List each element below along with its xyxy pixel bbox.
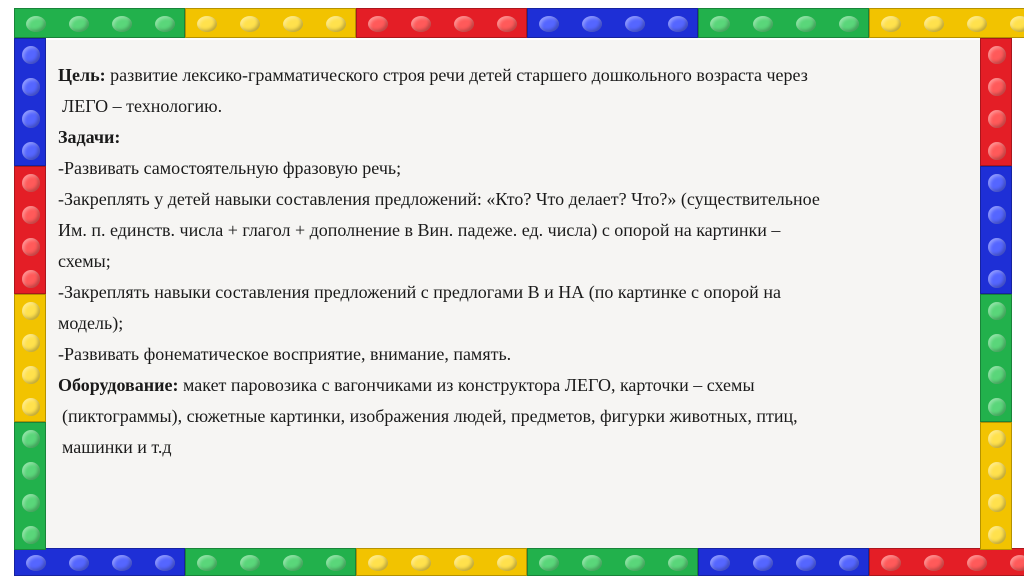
lego-brick: [14, 548, 185, 576]
lego-brick: [14, 38, 46, 166]
equipment-text: макет паровозика с вагончиками из конструктора ЛЕГО, карточки – схемы: [178, 375, 755, 395]
lego-stud: [22, 366, 40, 384]
lego-brick: [980, 38, 1012, 166]
lego-stud: [710, 555, 730, 571]
lego-brick: [980, 166, 1012, 294]
equipment-label: Оборудование:: [58, 375, 179, 395]
lego-stud: [988, 110, 1006, 128]
lego-stud: [22, 142, 40, 160]
lego-stud: [411, 16, 431, 32]
lego-stud: [1010, 16, 1024, 32]
lego-stud: [240, 16, 260, 32]
lego-brick: [869, 548, 1024, 576]
lego-stud: [881, 16, 901, 32]
lego-stud: [326, 555, 346, 571]
lego-stud: [988, 206, 1006, 224]
task-1: -Развивать самостоятельную фразовую речь;: [58, 158, 402, 178]
lego-stud: [454, 555, 474, 571]
lego-brick: [185, 548, 356, 576]
lego-stud: [988, 270, 1006, 288]
lego-stud: [497, 555, 517, 571]
lego-stud: [26, 555, 46, 571]
lego-brick: [869, 8, 1024, 38]
lego-brick: [185, 8, 356, 38]
lego-stud: [625, 16, 645, 32]
lego-brick: [14, 294, 46, 422]
lego-stud: [881, 555, 901, 571]
lego-stud: [22, 334, 40, 352]
lego-brick: [356, 8, 527, 38]
tasks-heading: Задачи:: [58, 127, 121, 147]
lego-stud: [988, 462, 1006, 480]
lego-stud: [22, 270, 40, 288]
task-2-line-1: -Закреплять у детей навыки составления предложений: «Кто? Что делает? Что?» (существительное: [58, 189, 820, 209]
lego-stud: [1010, 555, 1024, 571]
lego-brick: [527, 8, 698, 38]
lego-brick: [527, 548, 698, 576]
lego-stud: [368, 16, 388, 32]
lego-stud: [411, 555, 431, 571]
lego-stud: [22, 46, 40, 64]
lego-brick: [980, 294, 1012, 422]
lego-brick: [14, 8, 185, 38]
lego-stud: [539, 555, 559, 571]
lego-brick: [356, 548, 527, 576]
lego-brick: [698, 8, 869, 38]
lego-stud: [988, 366, 1006, 384]
equipment-line: [58, 370, 973, 401]
lego-stud: [988, 142, 1006, 160]
lego-stud: [839, 555, 859, 571]
lego-stud: [283, 555, 303, 571]
lego-stud: [368, 555, 388, 571]
lego-stud: [22, 526, 40, 544]
equipment-line-3: машинки и т.д: [62, 437, 172, 457]
lego-stud: [924, 16, 944, 32]
lego-stud: [753, 16, 773, 32]
lego-stud: [988, 302, 1006, 320]
lego-stud: [988, 430, 1006, 448]
lego-stud: [796, 555, 816, 571]
lego-stud: [924, 555, 944, 571]
lego-stud: [197, 555, 217, 571]
lego-stud: [240, 555, 260, 571]
task-3-line-1: -Закреплять навыки составления предложений с предлогами В и НА (по картинке с опорой на: [58, 282, 781, 302]
lego-stud: [22, 78, 40, 96]
lego-stud: [454, 16, 474, 32]
lego-stud: [796, 16, 816, 32]
lego-stud: [22, 430, 40, 448]
lego-stud: [197, 16, 217, 32]
lego-stud: [988, 526, 1006, 544]
equipment-line-2: (пиктограммы), сюжетные картинки, изображения людей, предметов, фигурки животных, птиц,: [62, 406, 798, 426]
goal-label: Цель:: [58, 65, 106, 85]
lego-stud: [710, 16, 730, 32]
goal-line-2: ЛЕГО – технологию.: [62, 96, 223, 116]
content-text: [58, 60, 973, 463]
lego-stud: [22, 398, 40, 416]
lego-stud: [988, 174, 1006, 192]
lego-stud: [967, 16, 987, 32]
lego-stud: [22, 206, 40, 224]
lego-stud: [155, 555, 175, 571]
lego-stud: [22, 494, 40, 512]
lego-stud: [668, 555, 688, 571]
lego-stud: [69, 555, 89, 571]
lego-brick: [698, 548, 869, 576]
task-2-line-3: схемы;: [58, 251, 111, 271]
lego-stud: [22, 174, 40, 192]
lego-stud: [582, 16, 602, 32]
task-4: -Развивать фонематическое восприятие, внимание, память.: [58, 344, 512, 364]
lego-stud: [22, 302, 40, 320]
lego-stud: [155, 16, 175, 32]
lego-stud: [988, 78, 1006, 96]
lego-stud: [22, 238, 40, 256]
lego-stud: [26, 16, 46, 32]
lego-stud: [668, 16, 688, 32]
lego-stud: [582, 555, 602, 571]
lego-stud: [988, 238, 1006, 256]
lego-stud: [988, 494, 1006, 512]
lego-stud: [625, 555, 645, 571]
lego-stud: [112, 16, 132, 32]
lego-brick: [980, 422, 1012, 550]
lego-stud: [283, 16, 303, 32]
task-2-line-2: Им. п. единств. числа + глагол + дополнение в Вин. падеже. ед. числа) с опорой на картинки –: [58, 220, 781, 240]
task-3-line-2: модель);: [58, 313, 124, 333]
lego-stud: [326, 16, 346, 32]
lego-stud: [112, 555, 132, 571]
lego-stud: [22, 110, 40, 128]
lego-stud: [69, 16, 89, 32]
lego-stud: [497, 16, 517, 32]
lego-brick: [14, 166, 46, 294]
lego-stud: [988, 398, 1006, 416]
lego-stud: [967, 555, 987, 571]
lego-stud: [22, 462, 40, 480]
goal-text: развитие лексико-грамматического строя речи детей старшего дошкольного возраста через: [105, 65, 808, 85]
lego-stud: [988, 334, 1006, 352]
lego-stud: [988, 46, 1006, 64]
goal-line: [58, 60, 973, 91]
lego-stud: [753, 555, 773, 571]
lego-stud: [839, 16, 859, 32]
lego-brick: [14, 422, 46, 550]
lego-stud: [539, 16, 559, 32]
